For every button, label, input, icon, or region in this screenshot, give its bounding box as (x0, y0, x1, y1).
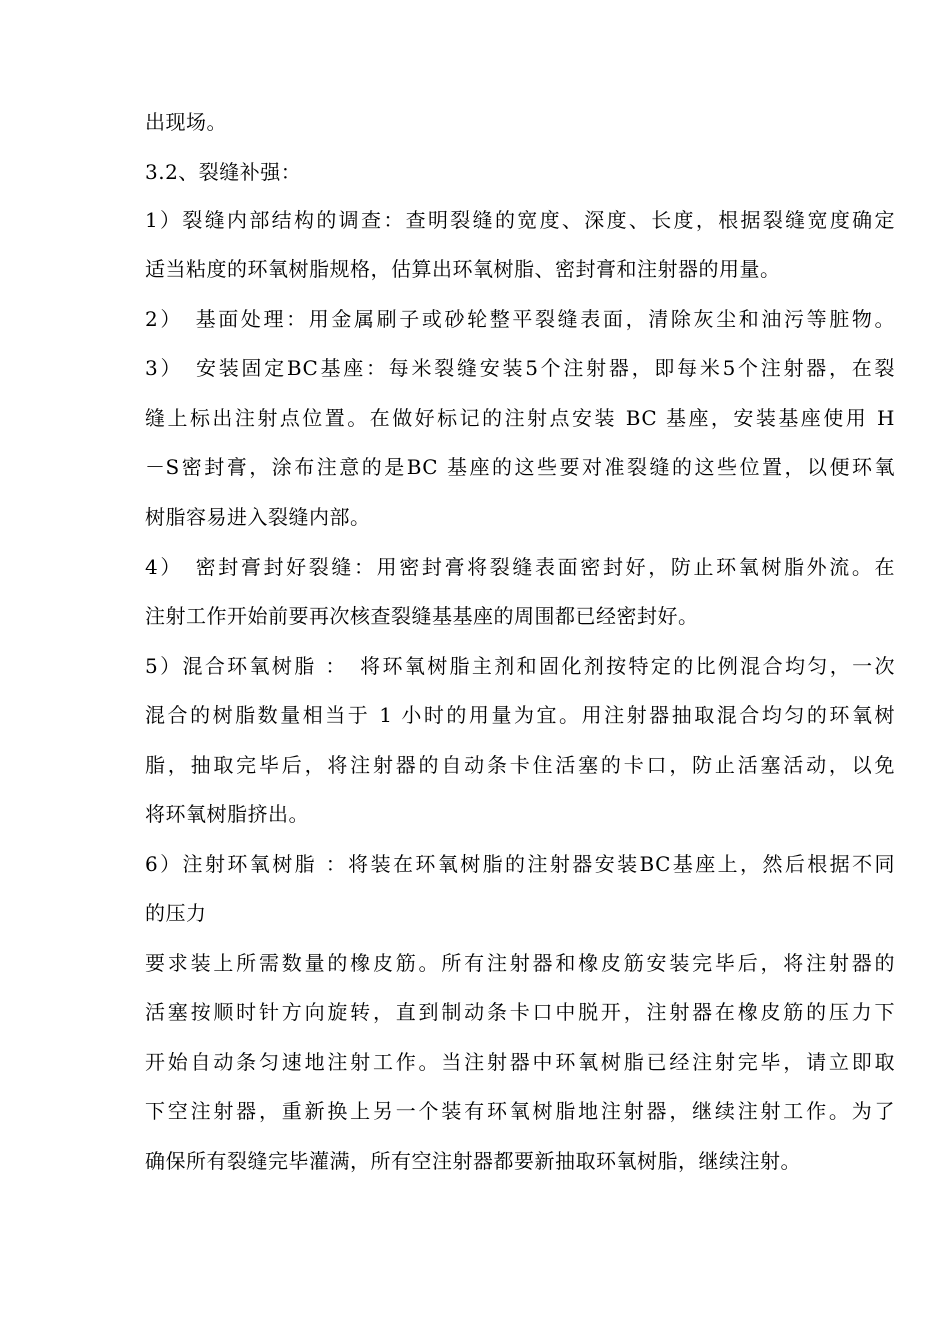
text-line: 树脂容易进入裂缝内部。 (145, 505, 371, 529)
text-line: 确保所有裂缝完毕灌满，所有空注射器都要新抽取环氧树脂，继续注射。 (145, 1149, 801, 1173)
text-line: 3） 安装固定BC基座：每米裂缝安装5个注射器，即每米5个注射器，在裂 (145, 356, 895, 380)
section-heading: 3.2、裂缝补强： (145, 160, 302, 184)
text-line: 活塞按顺时针方向旋转，直到制动条卡口中脱开，注射器在橡皮筋的压力下 (145, 1000, 895, 1024)
text-line: 出现场。 (145, 110, 227, 134)
text-line: 1）裂缝内部结构的调查：查明裂缝的宽度、深度、长度，根据裂缝宽度确定 (145, 208, 895, 232)
text-line: 注射工作开始前要再次核查裂缝基基座的周围都已经密封好。 (145, 604, 699, 628)
text-line: 缝上标出注射点位置。在做好标记的注射点安装 BC 基座，安装基座使用 H (145, 406, 895, 430)
text-line: 2） 基面处理：用金属刷子或砂轮整平裂缝表面，清除灰尘和油污等脏物。 (145, 307, 895, 331)
text-line: －S密封膏，涂布注意的是BC 基座的这些要对准裂缝的这些位置，以便环氧 (145, 455, 895, 479)
text-line: 4） 密封膏封好裂缝：用密封膏将裂缝表面密封好，防止环氧树脂外流。在 (145, 555, 895, 579)
text-line: 的压力 (145, 901, 207, 925)
text-line: 5）混合环氧树脂 ： 将环氧树脂主剂和固化剂按特定的比例混合均匀，一次 (145, 654, 895, 678)
text-line: 混合的树脂数量相当于 1 小时的用量为宜。用注射器抽取混合均匀的环氧树 (145, 703, 895, 727)
text-line: 6）注射环氧树脂 ：将装在环氧树脂的注射器安装BC基座上，然后根据不同 (145, 852, 895, 876)
text-line: 开始自动条匀速地注射工作。当注射器中环氧树脂已经注射完毕，请立即取 (145, 1050, 895, 1074)
text-line: 将环氧树脂挤出。 (145, 802, 309, 826)
text-line: 下空注射器，重新换上另一个装有环氧树脂地注射器，继续注射工作。为了 (145, 1099, 895, 1123)
text-line: 脂，抽取完毕后，将注射器的自动条卡住活塞的卡口，防止活塞活动，以免 (145, 753, 895, 777)
text-line: 适当粘度的环氧树脂规格，估算出环氧树脂、密封膏和注射器的用量。 (145, 257, 781, 281)
text-line: 要求装上所需数量的橡皮筋。所有注射器和橡皮筋安装完毕后，将注射器的 (145, 951, 895, 975)
